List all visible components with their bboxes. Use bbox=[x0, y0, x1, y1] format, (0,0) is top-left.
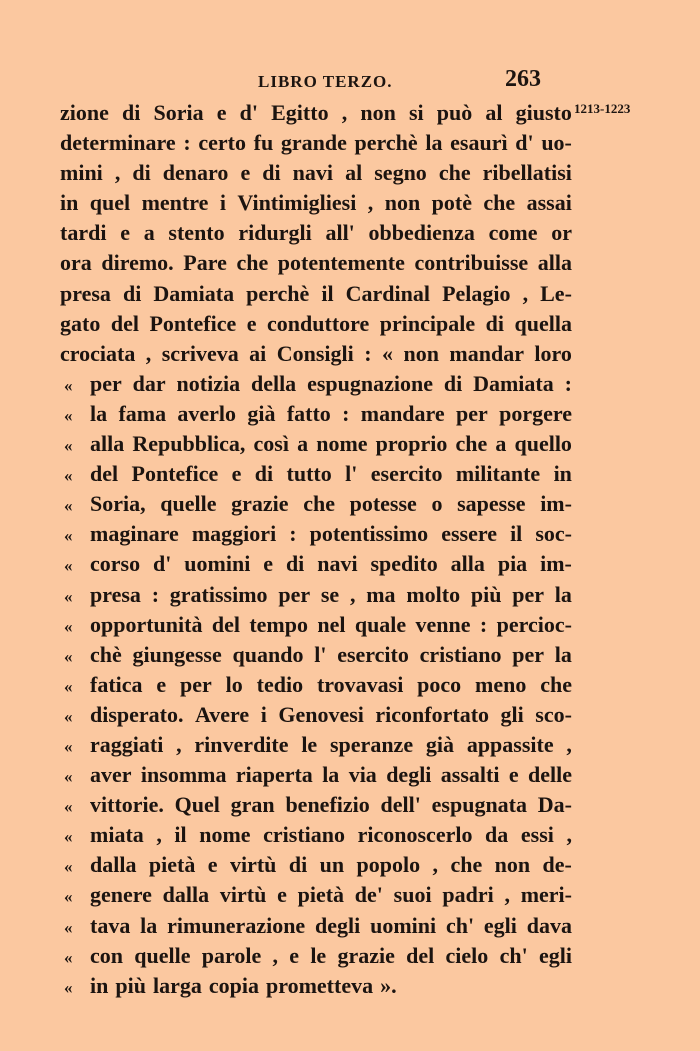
text-line: « chè giungesse quando l' esercito cristiano per la bbox=[60, 640, 572, 670]
text-line: « alla Repubblica, così a nome proprio che a quello bbox=[60, 429, 572, 459]
text-line: « maginare maggiori : potentissimo essere il soc- bbox=[60, 519, 572, 549]
page-number: 263 bbox=[505, 66, 541, 92]
text-line: ora diremo. Pare che potentemente contribuisse alla bbox=[60, 250, 572, 276]
quotation-mark: « bbox=[64, 496, 73, 516]
text-line: « fatica e per lo tedio trovavasi poco meno che bbox=[60, 670, 572, 700]
quotation-mark: « bbox=[64, 646, 73, 666]
quotation-mark: « bbox=[64, 676, 73, 696]
text-line: tardi e a stento ridurgli all' obbedienza come or bbox=[60, 220, 572, 246]
quotation-mark: « bbox=[64, 375, 73, 395]
text-line: mini , di denaro e di navi al segno che ribellatisi bbox=[60, 160, 572, 186]
text-line: « raggiati , rinverdite le speranze già appassite , bbox=[60, 730, 572, 760]
text-line: presa di Damiata perchè il Cardinal Pelagio , Le- bbox=[60, 280, 572, 306]
body-text bbox=[60, 98, 572, 1001]
quotation-mark: « bbox=[64, 917, 73, 937]
quotation-mark: « bbox=[64, 767, 73, 787]
text-line: determinare : certo fu grande perchè la esaurì d' uo- bbox=[60, 130, 572, 156]
text-line: « per dar notizia della espugnazione di Damiata : bbox=[60, 369, 572, 399]
text-line: « genere dalla virtù e pietà de' suoi padri , meri- bbox=[60, 880, 572, 910]
quotation-mark: « bbox=[64, 586, 73, 606]
margin-date-note: 1213-1223 bbox=[574, 101, 631, 116]
quotation-mark: « bbox=[64, 526, 73, 546]
quotation-mark: « bbox=[64, 827, 73, 847]
quotation-mark: « bbox=[64, 616, 73, 636]
quotation-mark: « bbox=[64, 857, 73, 877]
text-line: « corso d' uomini e di navi spedito alla pia im- bbox=[60, 549, 572, 579]
text-line: « disperato. Avere i Genovesi riconfortato gli sco- bbox=[60, 700, 572, 730]
text-line: in quel mentre i Vintimigliesi , non potè che assai bbox=[60, 190, 572, 216]
text-line: crociata , scriveva ai Consigli : « non mandar loro bbox=[60, 340, 572, 366]
quotation-mark: « bbox=[64, 466, 73, 486]
quotation-mark: « bbox=[64, 736, 73, 756]
quotation-mark: « bbox=[64, 436, 73, 456]
quotation-mark: « bbox=[64, 405, 73, 425]
quotation-mark: « bbox=[64, 887, 73, 907]
quotation-mark: « bbox=[64, 947, 73, 967]
text-line: « dalla pietà e virtù di un popolo , che non de- bbox=[60, 850, 572, 880]
running-title: LIBRO TERZO. bbox=[258, 72, 393, 91]
text-line: « in più larga copia prometteva ». bbox=[60, 971, 572, 1001]
text-line: zione di Soria e d' Egitto , non si può al giusto bbox=[60, 100, 572, 125]
text-line: « opportunità del tempo nel quale venne : percioc- bbox=[60, 610, 572, 640]
text-line: « la fama averlo già fatto : mandare per porgere bbox=[60, 399, 572, 429]
text-line: « miata , il nome cristiano riconoscerlo da essi , bbox=[60, 820, 572, 850]
quotation-mark: « bbox=[64, 797, 73, 817]
text-line: « aver insomma riaperta la via degli assalti e delle bbox=[60, 760, 572, 790]
text-line: gato del Pontefice e conduttore principale di quella bbox=[60, 310, 572, 336]
text-line: « con quelle parole , e le grazie del cielo ch' egli bbox=[60, 941, 572, 971]
quotation-mark: « bbox=[64, 706, 73, 726]
text-line: « vittorie. Quel gran benefizio dell' espugnata Da- bbox=[60, 790, 572, 820]
text-line: « presa : gratissimo per se , ma molto più per la bbox=[60, 580, 572, 610]
text-line: « Soria, quelle grazie che potesse o sapesse im- bbox=[60, 489, 572, 519]
quotation-mark: « bbox=[64, 977, 73, 997]
running-head bbox=[0, 66, 700, 96]
quotation-mark: « bbox=[64, 556, 73, 576]
text-line: « tava la rimunerazione degli uomini ch' egli dava bbox=[60, 911, 572, 941]
text-line: « del Pontefice e di tutto l' esercito militante in bbox=[60, 459, 572, 489]
